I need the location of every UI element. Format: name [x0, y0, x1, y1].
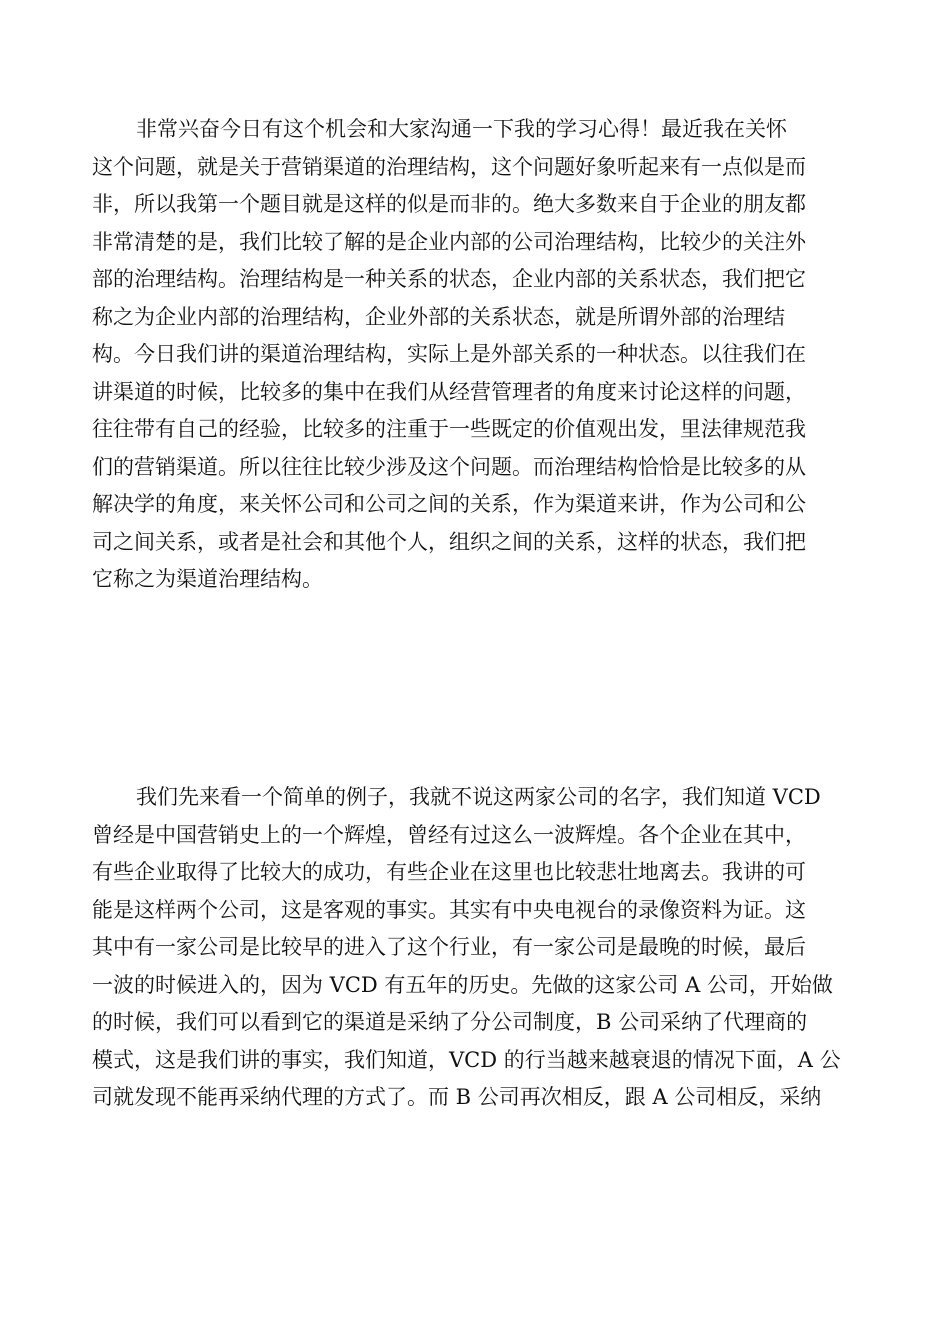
text-line: 一波的时候进入的，因为 VCD 有五年的历史。先做的这家公司 A 公司，开始做 — [92, 972, 833, 997]
text-line: 部的治理结构。治理结构是一种关系的状态，企业内部的关系状态，我们把它 — [92, 267, 806, 291]
text-line: 们的营销渠道。所以往往比较少涉及这个问题。而治理结构恰恰是比较多的从 — [92, 454, 806, 479]
text-line: 司就发现不能再采纳代理的方式了。而 B 公司再次相反，跟 A 公司相反，采纳 — [92, 1085, 822, 1109]
text-line: 非，所以我第一个题目就是这样的似是而非的。绝大多数来自于企业的朋友都 — [92, 192, 806, 216]
text-line: 曾经是中国营销史上的一个辉煌，曾经有过这么一波辉煌。各个企业在其中， — [92, 822, 806, 847]
paragraph-2 — [92, 779, 862, 1117]
text-line: 的时候，我们可以看到它的渠道是采纳了分公司制度，B 公司采纳了代理商的 — [92, 1010, 808, 1034]
text-line: 称之为企业内部的治理结构，企业外部的关系状态，就是所谓外部的治理结 — [92, 304, 785, 329]
text-line: 这个问题，就是关于营销渠道的治理结构，这个问题好象听起来有一点似是而 — [92, 154, 806, 179]
text-line: 构。今日我们讲的渠道治理结构，实际上是外部关系的一种状态。以往我们在 — [92, 342, 806, 366]
text-line: 能是这样两个公司，这是客观的事实。其实有中央电视台的录像资料为证。这 — [92, 897, 806, 922]
text-line: 非常清楚的是，我们比较了解的是企业内部的公司治理结构，比较少的关注外 — [92, 229, 806, 254]
paragraph-1 — [92, 111, 862, 599]
text-line: 其中有一家公司是比较早的进入了这个行业，有一家公司是最晚的时候，最后 — [92, 935, 806, 959]
text-line: 它称之为渠道治理结构。 — [92, 567, 323, 591]
text-line: 有些企业取得了比较大的成功，有些企业在这里也比较悲壮地离去。我讲的可 — [92, 860, 806, 884]
text-line: 解决学的角度，来关怀公司和公司之间的关系，作为渠道来讲，作为公司和公 — [92, 492, 806, 516]
text-line: 模式，这是我们讲的事实，我们知道，VCD 的行当越来越衰退的情况下面，A 公 — [92, 1047, 841, 1072]
text-line: 司之间关系，或者是社会和其他个人，组织之间的关系，这样的状态，我们把 — [92, 529, 806, 554]
text-line: 我们先来看一个简单的例子，我就不说这两家公司的名字，我们知道 VCD — [136, 785, 821, 809]
text-line: 往往带有自己的经验，比较多的注重于一些既定的价值观出发，里法律规范我 — [92, 417, 806, 441]
text-line: 非常兴奋今日有这个机会和大家沟通一下我的学习心得！最近我在关怀 — [136, 117, 787, 141]
text-line: 讲渠道的时候，比较多的集中在我们从经营管理者的角度来讨论这样的问题， — [92, 379, 806, 404]
